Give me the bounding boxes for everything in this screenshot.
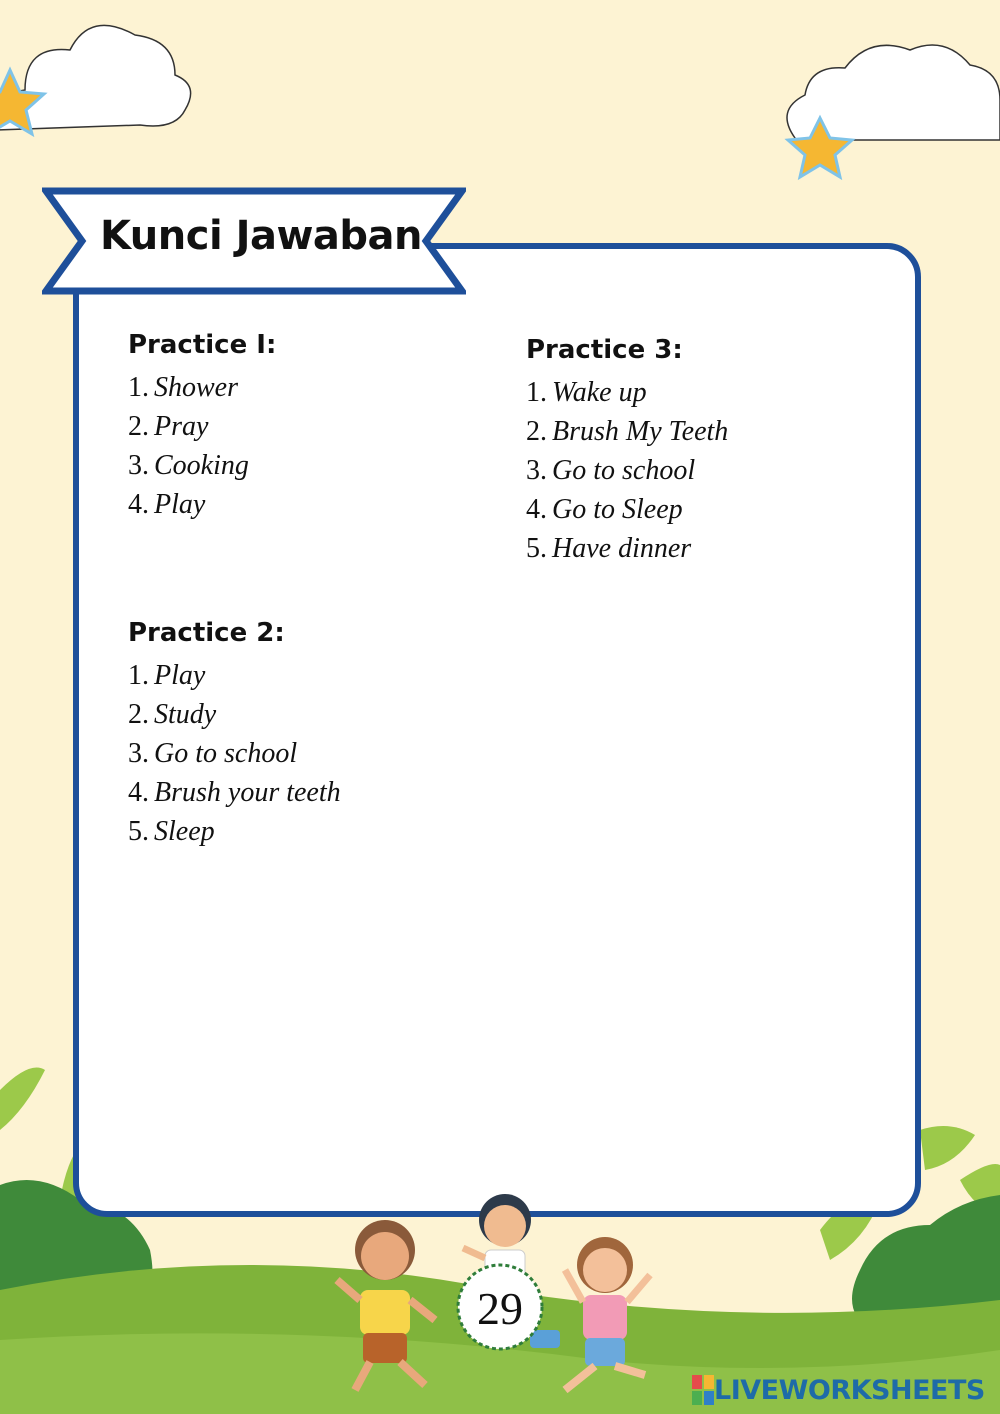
answer-text: Brush My Teeth <box>552 416 729 447</box>
list-item <box>128 656 341 695</box>
item-number: 1. <box>128 660 149 691</box>
list-item <box>526 490 728 529</box>
practice-2-section <box>128 618 341 851</box>
item-number: 4. <box>128 777 149 808</box>
practice-3-list <box>526 373 728 568</box>
list-item <box>128 368 276 407</box>
item-number: 4. <box>128 489 149 520</box>
list-item <box>128 485 276 524</box>
list-item <box>128 446 276 485</box>
list-item <box>128 407 276 446</box>
item-number: 5. <box>128 816 149 847</box>
live-badge-icon <box>692 1375 714 1405</box>
practice-1-section <box>128 330 276 524</box>
item-number: 4. <box>526 494 547 525</box>
list-item <box>128 773 341 812</box>
practice-2-list <box>128 656 341 851</box>
item-number: 3. <box>128 450 149 481</box>
list-item <box>526 412 728 451</box>
practice-3-title: Practice 3: <box>526 335 683 365</box>
answer-text: Go to Sleep <box>552 494 683 525</box>
answer-text: Sleep <box>154 816 215 847</box>
answer-text: Brush your teeth <box>154 777 341 808</box>
practice-1-list <box>128 368 276 524</box>
answer-text: Cooking <box>154 450 249 481</box>
practice-1-title: Practice I: <box>128 330 277 360</box>
item-number: 2. <box>526 416 547 447</box>
practice-3-section <box>526 335 728 568</box>
item-number: 5. <box>526 533 547 564</box>
answer-text: Play <box>154 660 206 691</box>
logo-text: LIVEWORKSHEETS <box>714 1374 985 1406</box>
practice-2-title: Practice 2: <box>128 618 285 648</box>
answer-text: Go to school <box>154 738 298 769</box>
list-item <box>526 373 728 412</box>
answer-text: Shower <box>154 372 238 403</box>
list-item <box>526 451 728 490</box>
boy-left-figure <box>337 1220 435 1390</box>
list-item <box>128 695 341 734</box>
answer-text: Wake up <box>552 377 647 408</box>
item-number: 1. <box>526 377 547 408</box>
answer-text: Go to school <box>552 455 696 486</box>
answer-text: Have dinner <box>552 533 692 564</box>
list-item <box>128 734 341 773</box>
girl-right-figure <box>565 1237 650 1390</box>
page-title: Kunci Jawaban <box>100 213 423 259</box>
item-number: 2. <box>128 699 149 730</box>
answer-text: Pray <box>154 411 209 442</box>
item-number: 3. <box>526 455 547 486</box>
answer-text: Study <box>154 699 217 730</box>
list-item <box>128 812 341 851</box>
liveworksheets-logo <box>692 1374 985 1406</box>
answer-text: Play <box>154 489 206 520</box>
page-number: 29 <box>477 1283 523 1334</box>
item-number: 2. <box>128 411 149 442</box>
item-number: 3. <box>128 738 149 769</box>
list-item <box>526 529 728 568</box>
item-number: 1. <box>128 372 149 403</box>
